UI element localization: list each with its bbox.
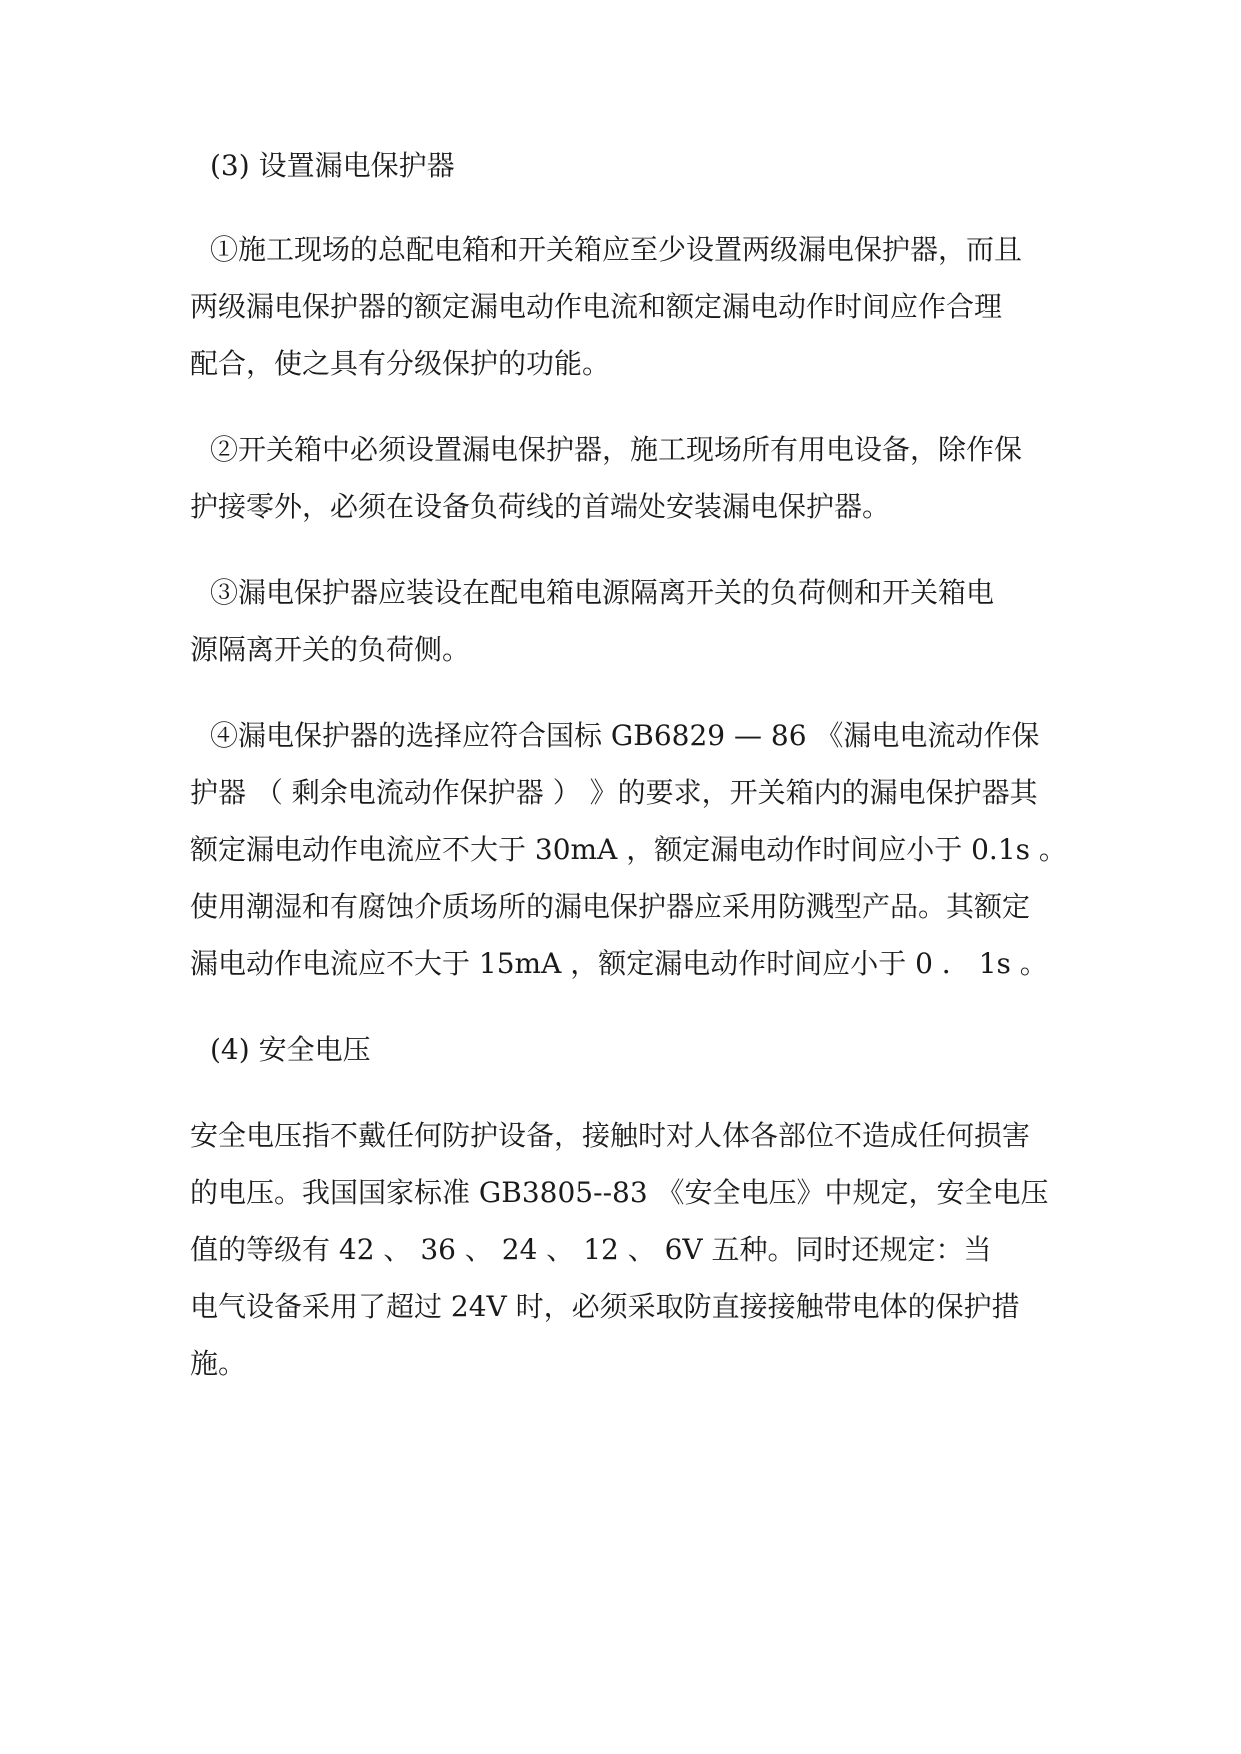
paragraph-3-line-1: ③漏电保护器应装设在配电箱电源隔离开关的负荷侧和开关箱电 bbox=[210, 576, 995, 609]
paragraph-1-line-3: 配合，使之具有分级保护的功能。 bbox=[190, 347, 611, 380]
paragraph-4-line-3: 额定漏电动作电流应不大于 30mA ，额定漏电动作时间应小于 0.1s 。 bbox=[190, 833, 1067, 866]
paragraph-5-line-4: 电气设备采用了超过 24V 时，必须采取防直接接触带电体的保护措 bbox=[190, 1290, 1020, 1323]
paragraph-2-line-1: ②开关箱中必须设置漏电保护器，施工现场所有用电设备，除作保 bbox=[210, 433, 1023, 466]
paragraph-5-line-1: 安全电压指不戴任何防护设备，接触时对人体各部位不造成任何损害 bbox=[190, 1119, 1031, 1152]
paragraph-4-line-5: 漏电动作电流应不大于 15mA ，额定漏电动作时间应小于 0 ． 1s 。 bbox=[190, 947, 1048, 980]
paragraph-4-line-4: 使用潮湿和有腐蚀介质场所的漏电保护器应采用防溅型产品。其额定 bbox=[190, 890, 1031, 923]
paragraph-1-line-1: ①施工现场的总配电箱和开关箱应至少设置两级漏电保护器，而且 bbox=[210, 233, 1023, 266]
paragraph-5-line-2: 的电压。我国国家标准 GB3805--83 《安全电压》中规定，安全电压 bbox=[190, 1176, 1049, 1209]
paragraph-2-line-2: 护接零外，必须在设备负荷线的首端处安装漏电保护器。 bbox=[190, 490, 891, 523]
paragraph-4-line-1: ④漏电保护器的选择应符合国标 GB6829 — 86 《漏电电流动作保 bbox=[210, 719, 1040, 752]
section-heading-3: (3) 设置漏电保护器 bbox=[210, 149, 455, 182]
paragraph-3-line-2: 源隔离开关的负荷侧。 bbox=[190, 633, 471, 666]
paragraph-1-line-2: 两级漏电保护器的额定漏电动作电流和额定漏电动作时间应作合理 bbox=[190, 290, 1003, 323]
section-heading-4: (4) 安全电压 bbox=[210, 1033, 371, 1066]
paragraph-5-line-5: 施。 bbox=[190, 1347, 247, 1380]
paragraph-4-line-2: 护器 （ 剩余电流动作保护器 ） 》的要求，开关箱内的漏电保护器其 bbox=[190, 776, 1038, 809]
paragraph-5-line-3: 值的等级有 42 、 36 、 24 、 12 、 6V 五种。同时还规定：当 bbox=[190, 1233, 992, 1266]
